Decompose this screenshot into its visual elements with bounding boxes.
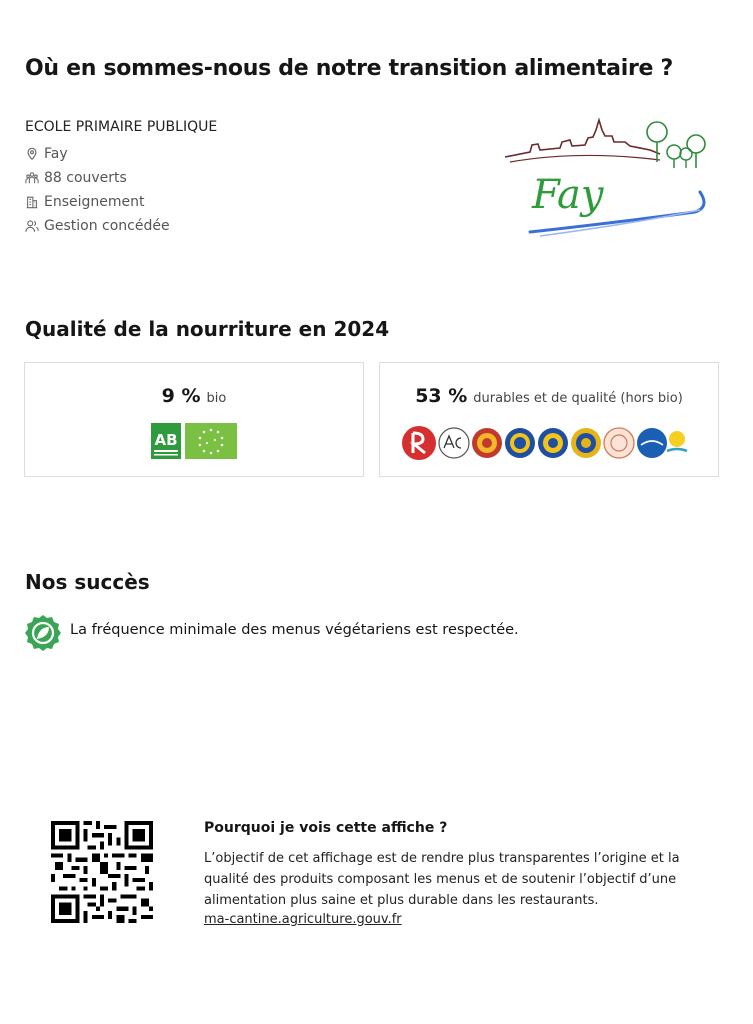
- page-title: Où en sommes-nous de notre transition alimentaire ?: [25, 56, 673, 81]
- success-badge-icon: [24, 614, 62, 652]
- management-row: [25, 218, 170, 234]
- meals-label: 88 couverts: [44, 170, 127, 186]
- qr-code-icon[interactable]: [51, 821, 153, 923]
- town-landscape-icon: [500, 112, 715, 244]
- sustainable-card: [379, 362, 719, 477]
- management-label: Gestion concédée: [44, 218, 170, 234]
- quality-labels-icon: [399, 423, 699, 463]
- location-icon: [25, 147, 39, 161]
- bio-percent: 9 %: [161, 385, 201, 407]
- building-icon: [25, 195, 39, 209]
- success-section-title: Nos succès: [25, 570, 150, 594]
- sustainable-labels: [380, 423, 718, 463]
- bio-card: [24, 362, 364, 477]
- sector-label: Enseignement: [44, 194, 145, 210]
- sun-label-icon: [669, 431, 685, 447]
- why-title: Pourquoi je vois cette affiche ?: [204, 820, 448, 836]
- sustainable-percent: 53 %: [415, 385, 468, 407]
- eu-organic-leaf-icon: [185, 423, 237, 459]
- sector-row: [25, 194, 145, 210]
- success-item: La fréquence minimale des menus végétariens est respectée.: [70, 622, 519, 638]
- why-text: L’objectif de cet affichage est de rendre plus transparentes l’origine et la qualité des produits composant les menus et de soutenir l’objectif d’une alimentation plus saine et plus durable dans les restaurants.: [204, 851, 680, 908]
- town-logo-text: Fay: [532, 172, 604, 218]
- ab-label-text: AB: [154, 431, 178, 449]
- quality-section-title: Qualité de la nourriture en 2024: [25, 317, 390, 341]
- bio-labels: [25, 423, 363, 459]
- ab-label-icon: [151, 423, 181, 459]
- peche-durable-icon: [637, 428, 667, 458]
- user-icon: [25, 219, 39, 233]
- aoc-icon: [439, 428, 469, 458]
- establishment-type: ECOLE PRIMAIRE PUBLIQUE: [25, 119, 218, 135]
- city-label: Fay: [44, 146, 68, 162]
- meals-row: [25, 170, 127, 186]
- people-icon: [25, 171, 39, 185]
- produit-fermier-icon: [604, 428, 634, 458]
- website-link[interactable]: ma-cantine.agriculture.gouv.fr: [204, 912, 402, 927]
- bio-label: bio: [206, 391, 227, 406]
- city-row: [25, 146, 68, 162]
- sustainable-label: durables et de qualité (hors bio): [473, 391, 683, 406]
- town-logo: [500, 112, 715, 244]
